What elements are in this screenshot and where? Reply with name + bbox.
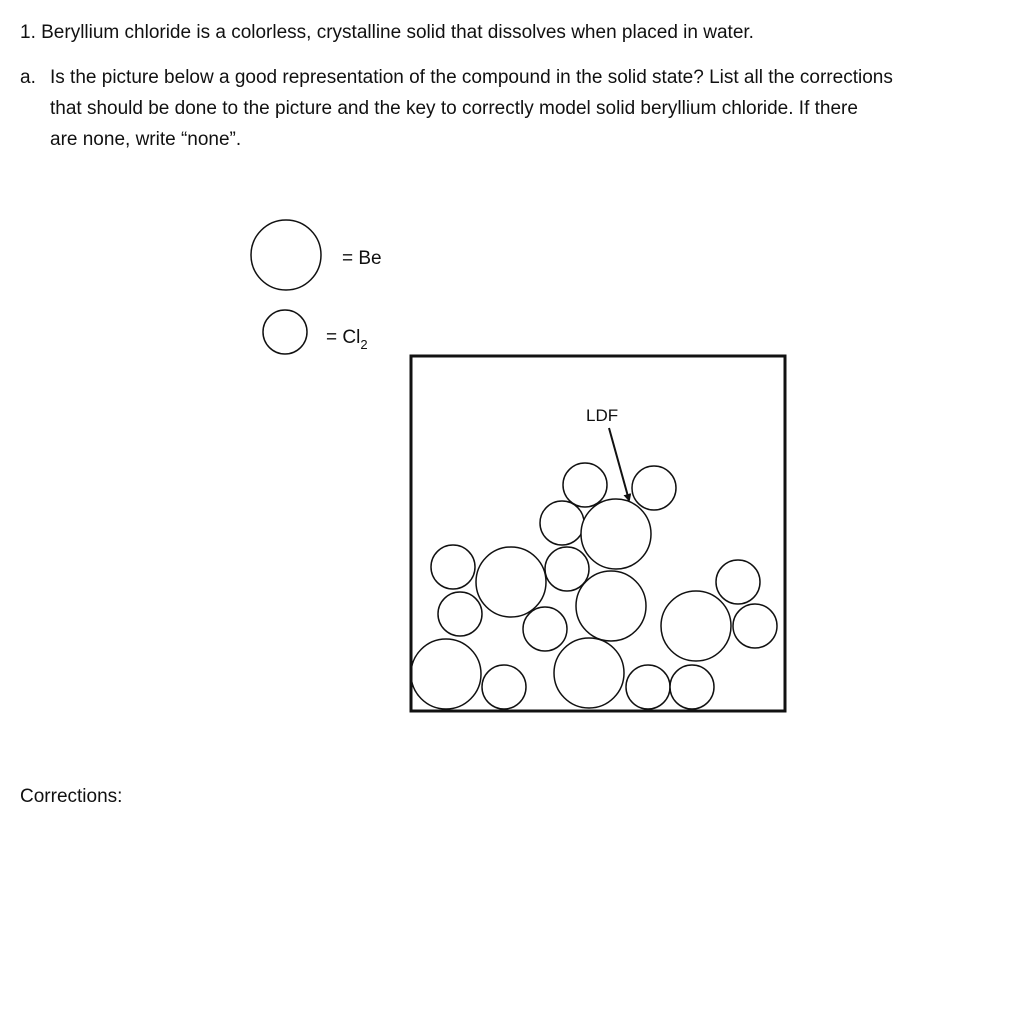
cl2-particle (431, 545, 475, 589)
ldf-label: LDF (586, 406, 619, 425)
ldf-arrow (609, 428, 629, 500)
cl2-key-label-subscript: 2 (360, 337, 368, 352)
corrections-label: Corrections: (20, 786, 123, 807)
key (251, 220, 382, 354)
cl2-particle (482, 665, 526, 709)
cl2-particle (716, 560, 760, 604)
cl2-particle (670, 665, 714, 709)
part-a-text-line: are none, write “none”. (50, 129, 242, 150)
be-key-label: = Be (342, 248, 382, 269)
cl2-particle (438, 592, 482, 636)
be-particle (576, 571, 646, 641)
part-a-label: a. (20, 67, 36, 88)
be-particle (581, 499, 651, 569)
cl2-particle (632, 466, 676, 510)
be-particle (661, 591, 731, 661)
be-key-circle (251, 220, 321, 290)
particles (411, 463, 777, 709)
part-a-text-line: Is the picture below a good representation of the compound in the solid state? List all the corrections (50, 67, 893, 88)
diagram-box (411, 356, 785, 711)
be-particle (554, 638, 624, 708)
cl2-particle (540, 501, 584, 545)
cl2-particle (523, 607, 567, 651)
question-title: 1. Beryllium chloride is a colorless, crystalline solid that dissolves when placed in water. (20, 22, 754, 43)
cl2-key-label (326, 327, 368, 352)
cl2-particle (733, 604, 777, 648)
be-particle (411, 639, 481, 709)
part-a-text-line: that should be done to the picture and the key to correctly model solid beryllium chloride. If there (50, 98, 858, 119)
cl2-key-circle (263, 310, 307, 354)
cl2-particle (626, 665, 670, 709)
cl2-key-label-main: = Cl (326, 327, 361, 348)
cl2-particle (563, 463, 607, 507)
cl2-particle (545, 547, 589, 591)
solid-state-diagram (411, 356, 785, 711)
be-particle (476, 547, 546, 617)
